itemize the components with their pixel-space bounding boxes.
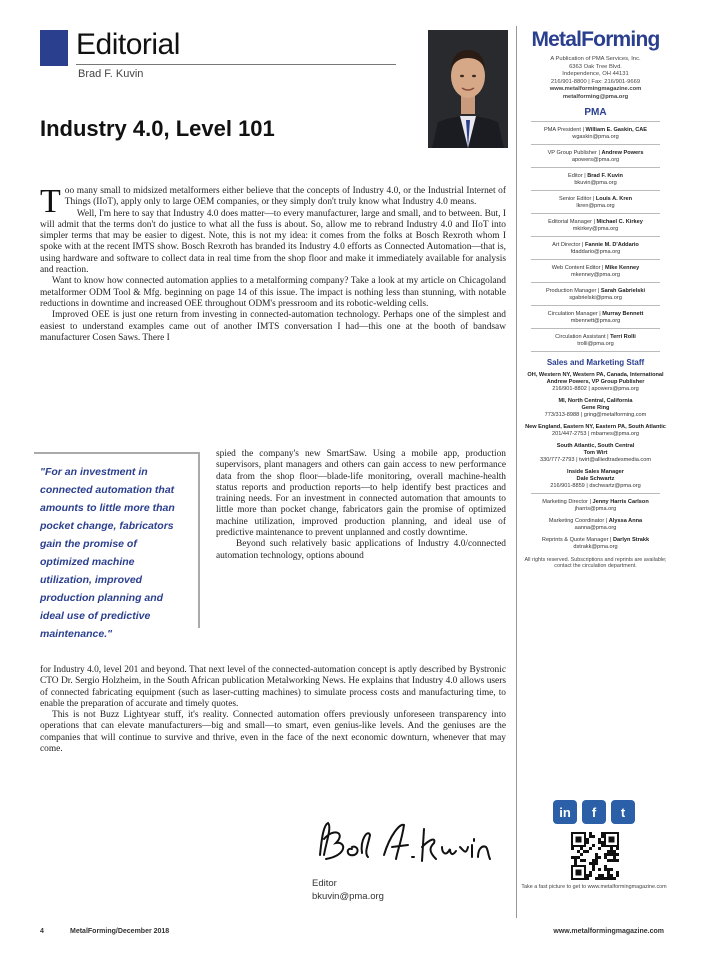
article-headline: Industry 4.0, Level 101 [40, 116, 275, 141]
region-contact[interactable]: 216/901-8859 | dschwartz@pma.org [550, 482, 641, 489]
masthead-sidebar [516, 26, 668, 918]
staff-entry: PMA President | William E. Gaskin, CAE wgaskin@pma.org [543, 126, 648, 140]
facebook-icon[interactable]: f [582, 800, 606, 824]
marketing-entry: Marketing Director | Jenny Harris Carlson jharris@pma.org [542, 498, 649, 512]
staff-entry: Circulation Manager | Murray Bennett mbennett@pma.org [547, 310, 644, 324]
staff-email[interactable]: sgabrielski@pma.org [569, 294, 622, 301]
email-link[interactable]: metalforming@pma.org [562, 93, 629, 100]
staff-entry: Web Content Editor | Mike Kenney mkenney@pma.org [551, 264, 640, 278]
staff-name: Brad F. Kuvin [587, 172, 623, 179]
section-title: Editorial [76, 28, 180, 61]
marketing-entry: Marketing Coordinator | Alyssa Anna aanna@pma.org [548, 517, 643, 531]
staff-list [523, 127, 668, 352]
divider [531, 236, 660, 237]
staff-role: Editorial Manager [548, 218, 592, 225]
staff-name: Darlyn Strakk [613, 536, 650, 543]
address-line: 216/901-8800 | Fax: 216/901-9669 [550, 78, 641, 85]
staff-role: Circulation Assistant [555, 333, 606, 340]
region-contact[interactable]: 216/901-8802 | apowers@pma.org [552, 385, 639, 392]
drop-cap: T [40, 183, 61, 220]
staff-entry: Editor | Brad F. Kuvin bkuvin@pma.org [568, 172, 623, 186]
sales-region [523, 469, 668, 490]
staff-name: Andrew Powers [601, 149, 644, 156]
region-rep: Dale Schwartz [576, 475, 615, 482]
staff-role: PMA President [543, 126, 581, 133]
staff-entry: Editorial Manager | Michael C. Kirkey mkirkey@pma.org [548, 218, 643, 232]
divider [531, 144, 660, 145]
divider [531, 167, 660, 168]
pma-logo: PMA [584, 106, 607, 118]
signature-role: Editor [312, 878, 337, 889]
address-line: 6363 Oak Tree Blvd. [569, 63, 622, 70]
sales-title: Sales and Marketing Staff [546, 357, 645, 367]
staff-entry: Production Manager | Sarah Gabrielski sgabrielski@pma.org [545, 287, 646, 301]
sales-region [523, 443, 668, 464]
divider [531, 351, 660, 352]
region-rep: Gene Ring [581, 404, 610, 411]
paragraph-5-continued: for Industry 4.0, level 201 and beyond. That next level of the connected-automation concept is aptly described by Bystronic CTO Dr. Sergio Holzheim, in the South African publication Metalworking News. He explains that Industry 4.0 allows users of connected fabricating equipment (such as laser-cutting machines) to simulate process costs and manufacturing time, to enable the preparation of accurate and timely quotes. [40, 665, 506, 709]
qr-caption: Take a fast picture to get to www.metalformingmagazine.com [521, 884, 667, 890]
staff-email[interactable]: fdaddario@pma.org [570, 248, 621, 255]
staff-name: Mike Kenney [605, 264, 640, 271]
author-byline: Brad F. Kuvin [78, 68, 144, 80]
staff-email[interactable]: lkren@pma.org [576, 202, 615, 209]
region-title: South Atlantic, South Central [556, 442, 635, 449]
paragraph-3: Want to know how connected automation applies to a metalforming company? Take a look at my article on Chicagoland metalformer ODM Tool & Mfg. beginning on page 14 of this issue. The impact is nothing less than stunning, with notable reductions in downtime and increased OEE throughout ODM's pressroom and its robotic-welding cells. [40, 276, 506, 309]
staff-entry: VP Group Publisher | Andrew Powers apowers@pma.org [547, 149, 644, 163]
rights-note: All rights reserved. Subscriptions and reprints are available; contact the circulation department. [524, 556, 667, 570]
paragraph-1: Too many small to midsized metalformers either believe that the concepts of Industry 4.0, or the Industrial Internet of Things (IIoT), apply only to large OEM companies, or they simply don't truly know what Industry 4.0 means. [40, 183, 506, 220]
divider [531, 282, 660, 283]
region-contact[interactable]: 330/777-2793 | twirt@alliedtradesmedia.com [540, 456, 651, 463]
staff-entry: Circulation Assistant | Terri Rolli trolli@pma.org [555, 333, 636, 347]
staff-role: Reprints & Quote Manager [541, 536, 609, 543]
staff-email[interactable]: wgaskin@pma.org [572, 133, 619, 140]
staff-name: Alyssa Anna [608, 517, 643, 524]
region-contact[interactable]: 201/447-2753 | mbarnes@pma.org [551, 430, 640, 437]
region-contact[interactable]: 773/313-8988 | gring@metalforming.com [544, 411, 647, 418]
staff-name: Terri Rolli [610, 333, 636, 340]
article-body-middle [216, 449, 506, 562]
region-rep: Tom Wirt [583, 449, 608, 456]
staff-role: Web Content Editor [551, 264, 601, 271]
paragraph-4: Improved OEE is just one return from investing in connected-automation technology. Perhaps one of the simplest and easiest to understand examples came out of another IMTS conversation I had—this one at the booth of bandsaw manufacturer Cosen Saws. There I [40, 310, 506, 343]
divider [531, 121, 660, 122]
paragraph-6: This is not Buzz Lightyear stuff, it's reality. Connected automation offers previously unforeseen transparency into operations that can elevate manufacturers—big and small—to smart, even genius-like levels. And the geniuses are the companies that will continue to survive and thrive, even in the face of the next economic downturn, whenever that may come. [40, 710, 506, 755]
marketing-entry: Reprints & Quote Manager | Darlyn Strakk dstrakk@pma.org [541, 536, 650, 550]
staff-role: Production Manager [545, 287, 597, 294]
divider [531, 213, 660, 214]
paragraph-5: Beyond such relatively basic applications of Industry 4.0/connected automation technology, options abound [216, 539, 506, 561]
staff-role: Marketing Director [542, 498, 588, 505]
footer-url[interactable]: www.metalformingmagazine.com [553, 928, 664, 935]
divider [531, 259, 660, 260]
sales-region [523, 372, 668, 393]
staff-email[interactable]: mbennett@pma.org [570, 317, 621, 324]
staff-email[interactable]: apowers@pma.org [571, 156, 620, 163]
staff-role: Senior Editor [558, 195, 592, 202]
sales-region [523, 424, 668, 438]
header-rule [76, 64, 396, 65]
qr-code[interactable] [571, 832, 619, 880]
staff-name: William E. Gaskin, CAE [585, 126, 648, 133]
staff-email[interactable]: aanna@pma.org [574, 524, 617, 531]
article-body-bottom [40, 665, 506, 755]
magazine-logo: MetalForming [531, 28, 660, 51]
page-number: 4 [40, 928, 44, 935]
staff-name: Michael C. Kirkey [596, 218, 643, 225]
social-icons [553, 800, 635, 824]
website-link[interactable]: www.metalformingmagazine.com [549, 86, 642, 93]
staff-entry: Art Director | Fannie M. D'Addario fdaddario@pma.org [552, 241, 639, 255]
region-title: MI, North Central, California [558, 397, 633, 404]
section-color-bar [40, 30, 68, 66]
staff-role: Art Director [552, 241, 581, 248]
pull-quote [34, 452, 200, 640]
staff-email[interactable]: mkenney@pma.org [571, 271, 620, 278]
linkedin-icon[interactable]: in [553, 800, 577, 824]
address-line: A Publication of PMA Services, Inc. [550, 56, 641, 62]
region-title: OH, Western NY, Western PA, Canada, International [527, 371, 664, 378]
marketing-list [523, 499, 668, 551]
staff-role: Marketing Coordinator [548, 517, 605, 524]
twitter-icon[interactable]: t [611, 800, 635, 824]
paragraph-4-continued: spied the company's new SmartSaw. Using a mobile app, production supervisors, plant managers and others can gain access to new performance data from the shop floor—blade-life monitoring, overall machine-health status reports and production reports—to help identify best practices and training needs. For an investment in connected automation that amounts to little more than pocket change, fabricators gain the promise of optimized machine utilization, improved production planning, and ideal use of predictive maintenance to prevent unplanned and costly downtime. [216, 449, 506, 539]
staff-name: Jenny Harris Carlson [592, 498, 649, 505]
region-title: New England, Eastern NY, Eastern PA, South Atlantic [525, 423, 666, 430]
staff-name: Murray Bennett [602, 310, 644, 317]
sales-regions [523, 372, 668, 490]
handwritten-signature [312, 815, 498, 873]
staff-email[interactable]: jharris@pma.org [574, 505, 617, 512]
staff-email[interactable]: trolli@pma.org [577, 340, 614, 347]
address-line: Independence, OH 44131 [562, 71, 629, 78]
region-rep: Andrew Powers, VP Group Publisher [546, 378, 645, 385]
staff-role: Circulation Manager [547, 310, 598, 317]
divider [531, 190, 660, 191]
staff-role: Editor [568, 172, 583, 179]
signature-email[interactable]: bkuvin@pma.org [312, 891, 384, 902]
staff-entry: Senior Editor | Louis A. Kren lkren@pma.org [558, 195, 633, 209]
divider [531, 305, 660, 306]
issue-line: MetalForming/December 2018 [70, 928, 170, 935]
staff-name: Fannie M. D'Addario [585, 241, 639, 248]
staff-role: VP Group Publisher [547, 149, 597, 156]
staff-email[interactable]: mkirkey@pma.org [572, 225, 619, 232]
divider [531, 328, 660, 329]
staff-name: Louis A. Kren [595, 195, 633, 202]
pull-quote-text: "For an investment in connected automation that amounts to little more than pocket change, fabricators gain the promise of optimized machine utilization, improved production planning and ideal use of predictive maintenance." [40, 466, 175, 640]
staff-name: Sarah Gabrielski [600, 287, 646, 294]
divider [531, 493, 660, 494]
staff-email[interactable]: dstrakk@pma.org [573, 543, 618, 550]
sales-region [523, 398, 668, 419]
author-portrait [428, 30, 508, 148]
region-title: Inside Sales Manager [567, 468, 624, 475]
paragraph-2: Well, I'm here to say that Industry 4.0 does matter—to every manufacturer, large and small, and to between. But, I will admit that the terms don't do justice to what all the fuss is about. So, allow me to rebrand Industry 4.0 and IIoT into simpler terms that may be easier to digest. Note, this is not my idea: it comes from the folks at Bosch Rexroth whom I spoke with at the recent IMTS show. Bosch Rexroth has branded its Industry 4.0 efforts as Connected Automation—that is, using hardware and software to collect data in real time from the shop floor and make it immediately available for analysis and reaction. [40, 208, 506, 276]
staff-email[interactable]: bkuvin@pma.org [574, 179, 617, 186]
article-body-top [40, 183, 506, 344]
